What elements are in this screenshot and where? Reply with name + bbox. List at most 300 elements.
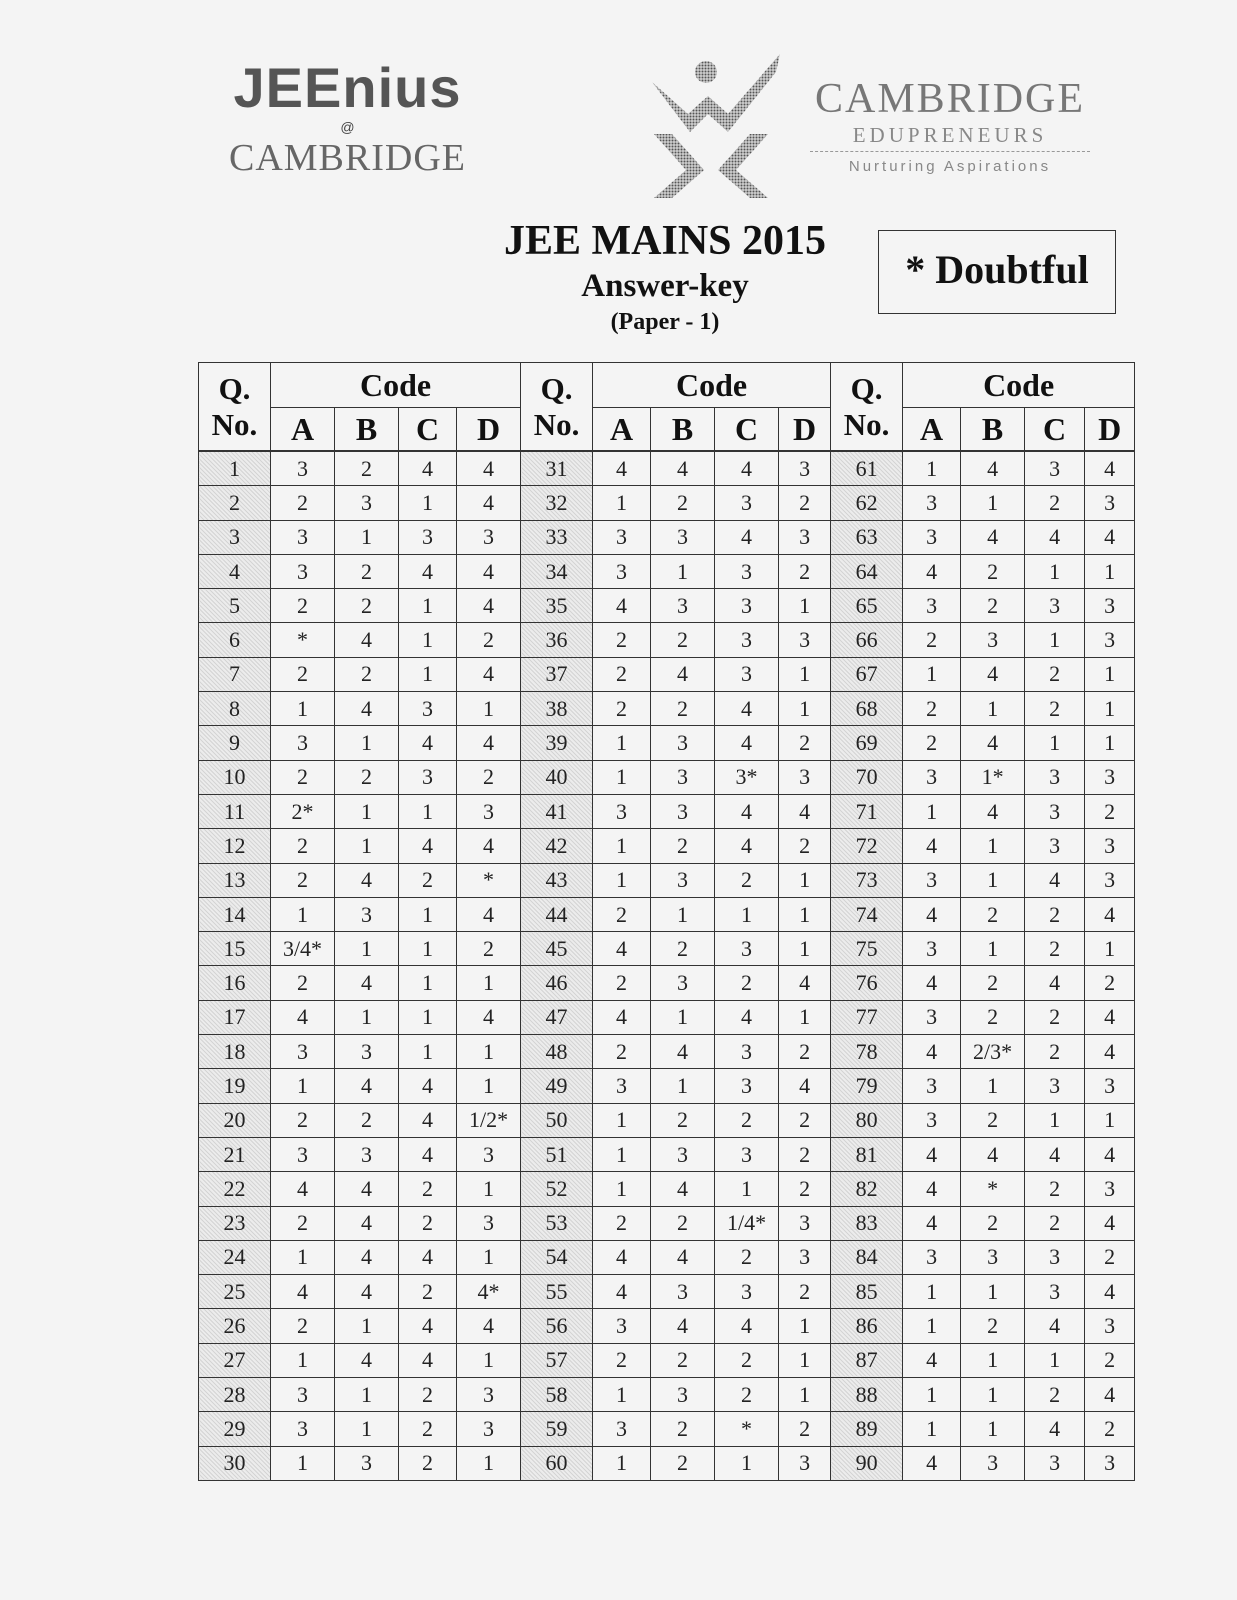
code-c-header: C xyxy=(715,408,779,452)
answer-cell: 3 xyxy=(1025,1275,1085,1309)
answer-cell: 1 xyxy=(651,554,715,588)
answer-cell: 2 xyxy=(271,1309,335,1343)
answer-cell: 1 xyxy=(399,589,457,623)
answer-cell: 4 xyxy=(903,829,961,863)
question-number-cell: 69 xyxy=(831,726,903,760)
table-row xyxy=(199,1446,1135,1480)
table-row xyxy=(199,760,1135,794)
page-subtitle: Answer-key xyxy=(581,268,749,304)
table-row xyxy=(199,726,1135,760)
answer-cell: 4 xyxy=(593,589,651,623)
question-number-cell: 9 xyxy=(199,726,271,760)
answer-cell: 3 xyxy=(779,760,831,794)
answer-cell: 4 xyxy=(715,794,779,828)
answer-cell: 3 xyxy=(1085,486,1135,520)
question-number-cell: 53 xyxy=(521,1206,593,1240)
question-number-cell: 43 xyxy=(521,863,593,897)
answer-cell: 1 xyxy=(651,1069,715,1103)
answer-cell: 1 xyxy=(593,1378,651,1412)
question-number-cell: 37 xyxy=(521,657,593,691)
answer-cell: * xyxy=(457,863,521,897)
answer-cell: 2 xyxy=(1025,1206,1085,1240)
question-number-cell: 26 xyxy=(199,1309,271,1343)
question-number-cell: 71 xyxy=(831,794,903,828)
answer-cell: 4 xyxy=(1085,1035,1135,1069)
question-number-cell: 22 xyxy=(199,1172,271,1206)
answer-cell: 4 xyxy=(457,554,521,588)
answer-cell: 1 xyxy=(271,1069,335,1103)
answer-cell: 4 xyxy=(399,726,457,760)
answer-cell: 3 xyxy=(1085,863,1135,897)
answer-cell: 1 xyxy=(961,692,1025,726)
answer-cell: 1 xyxy=(593,1446,651,1480)
answer-cell: 2 xyxy=(1085,794,1135,828)
answer-cell: 4 xyxy=(903,1137,961,1171)
answer-cell: 4 xyxy=(1085,1275,1135,1309)
answer-cell: 1 xyxy=(779,932,831,966)
code-a-header: A xyxy=(271,408,335,452)
answer-cell: 3 xyxy=(457,1412,521,1446)
question-number-cell: 62 xyxy=(831,486,903,520)
answer-cell: 3 xyxy=(1025,794,1085,828)
answer-cell: 4 xyxy=(399,554,457,588)
answer-cell: 3 xyxy=(651,1137,715,1171)
answer-cell: 2 xyxy=(593,623,651,657)
answer-cell: 3 xyxy=(903,589,961,623)
answer-cell: 2 xyxy=(715,1240,779,1274)
answer-cell: 4 xyxy=(457,897,521,931)
answer-cell: 4 xyxy=(399,1240,457,1274)
answer-cell: 4 xyxy=(961,1137,1025,1171)
answer-cell: 3 xyxy=(593,554,651,588)
answer-cell: 1 xyxy=(271,897,335,931)
answer-cell: 2 xyxy=(399,1172,457,1206)
answer-cell: 1 xyxy=(1025,726,1085,760)
answer-cell: 3 xyxy=(715,932,779,966)
answer-cell: 4 xyxy=(961,726,1025,760)
answer-cell: 3 xyxy=(399,520,457,554)
answer-cell: 4 xyxy=(651,1172,715,1206)
code-a-header: A xyxy=(903,408,961,452)
answer-cell: 2 xyxy=(1025,486,1085,520)
answer-cell: 3 xyxy=(271,1412,335,1446)
answer-cell: 3 xyxy=(651,966,715,1000)
answer-cell: 4 xyxy=(1025,863,1085,897)
answer-cell: 3 xyxy=(593,794,651,828)
answer-cell: 1 xyxy=(903,1309,961,1343)
question-number-cell: 70 xyxy=(831,760,903,794)
answer-cell: 4 xyxy=(335,1206,399,1240)
answer-cell: 4 xyxy=(457,589,521,623)
answer-cell: 1 xyxy=(961,863,1025,897)
answer-cell: 1 xyxy=(593,1137,651,1171)
table-row xyxy=(199,932,1135,966)
question-number-cell: 46 xyxy=(521,966,593,1000)
answer-cell: 2 xyxy=(399,1412,457,1446)
table-row xyxy=(199,1378,1135,1412)
cambridge-figure-logo-icon xyxy=(650,52,785,202)
qno-header: Q. No. xyxy=(831,363,903,452)
answer-cell: 4 xyxy=(335,623,399,657)
question-number-cell: 41 xyxy=(521,794,593,828)
answer-cell: 1 xyxy=(651,897,715,931)
answer-cell: 2 xyxy=(593,1206,651,1240)
answer-cell: 3 xyxy=(903,863,961,897)
answer-cell: 1 xyxy=(593,863,651,897)
answer-cell: 2 xyxy=(961,554,1025,588)
question-number-cell: 64 xyxy=(831,554,903,588)
answer-cell: 3 xyxy=(651,520,715,554)
table-row xyxy=(199,1172,1135,1206)
answer-cell: 4 xyxy=(335,1069,399,1103)
answer-cell: 1 xyxy=(779,657,831,691)
answer-cell: 2 xyxy=(1025,1000,1085,1034)
cambridge-edupreneurs-logo xyxy=(810,76,1090,175)
question-number-cell: 2 xyxy=(199,486,271,520)
answer-cell: 4 xyxy=(457,657,521,691)
answer-cell: 4 xyxy=(715,829,779,863)
answer-cell: 2 xyxy=(399,1446,457,1480)
edupreneurs-text: EDUPRENEURS xyxy=(852,123,1048,147)
answer-cell: 4 xyxy=(961,657,1025,691)
code-c-header: C xyxy=(399,408,457,452)
answer-cell: 1 xyxy=(1025,554,1085,588)
answer-cell: 2 xyxy=(961,897,1025,931)
answer-cell: 1 xyxy=(335,520,399,554)
answer-cell: 3 xyxy=(651,1378,715,1412)
question-number-cell: 33 xyxy=(521,520,593,554)
table-row xyxy=(199,794,1135,828)
answer-cell: 2 xyxy=(1025,1172,1085,1206)
answer-cell: 2 xyxy=(1085,1240,1135,1274)
answer-cell: 3 xyxy=(903,760,961,794)
answer-cell: 2 xyxy=(271,657,335,691)
question-number-cell: 17 xyxy=(199,1000,271,1034)
answer-cell: 4 xyxy=(1025,1412,1085,1446)
question-number-cell: 86 xyxy=(831,1309,903,1343)
question-number-cell: 42 xyxy=(521,829,593,863)
answer-cell: 3 xyxy=(1025,829,1085,863)
answer-cell: 3 xyxy=(1025,1240,1085,1274)
answer-cell: 2 xyxy=(271,829,335,863)
answer-cell: 4 xyxy=(593,1240,651,1274)
answer-cell: 2 xyxy=(651,692,715,726)
answer-cell: * xyxy=(271,623,335,657)
answer-cell: 1 xyxy=(457,1035,521,1069)
table-row xyxy=(199,520,1135,554)
answer-cell: 2 xyxy=(1085,1343,1135,1377)
question-number-cell: 8 xyxy=(199,692,271,726)
question-number-cell: 81 xyxy=(831,1137,903,1171)
header-row xyxy=(199,363,1135,408)
question-number-cell: 18 xyxy=(199,1035,271,1069)
question-number-cell: 54 xyxy=(521,1240,593,1274)
answer-cell: 2 xyxy=(779,1103,831,1137)
answer-cell: 4 xyxy=(651,1035,715,1069)
answer-cell: 3 xyxy=(457,1206,521,1240)
question-number-cell: 61 xyxy=(831,451,903,486)
answer-cell: 3 xyxy=(1085,623,1135,657)
answer-cell: 3 xyxy=(651,1275,715,1309)
answer-cell: 4 xyxy=(1085,520,1135,554)
code-header: Code xyxy=(593,363,831,408)
answer-cell: 3 xyxy=(651,863,715,897)
answer-cell: 1 xyxy=(271,1343,335,1377)
answer-cell: 4 xyxy=(903,1343,961,1377)
question-number-cell: 24 xyxy=(199,1240,271,1274)
question-number-cell: 78 xyxy=(831,1035,903,1069)
answer-cell: 1 xyxy=(1025,1343,1085,1377)
answer-cell: 2 xyxy=(715,1343,779,1377)
answer-cell: 3 xyxy=(715,589,779,623)
question-number-cell: 36 xyxy=(521,623,593,657)
answer-cell: 2 xyxy=(593,692,651,726)
question-number-cell: 11 xyxy=(199,794,271,828)
answer-cell: 2 xyxy=(593,1035,651,1069)
answer-cell: 1 xyxy=(779,863,831,897)
answer-cell: 1 xyxy=(715,897,779,931)
code-d-header: D xyxy=(457,408,521,452)
code-letters-row xyxy=(199,408,1135,452)
table-row xyxy=(199,863,1135,897)
answer-cell: 4 xyxy=(1025,1309,1085,1343)
answer-cell: 3 xyxy=(961,1240,1025,1274)
answer-cell: 1 xyxy=(399,932,457,966)
answer-cell: 1 xyxy=(593,486,651,520)
answer-cell: 1 xyxy=(335,829,399,863)
answer-cell: 4 xyxy=(271,1172,335,1206)
answer-cell: 3 xyxy=(1085,1446,1135,1480)
answer-cell: 3 xyxy=(651,794,715,828)
answer-cell: 1 xyxy=(715,1446,779,1480)
question-number-cell: 15 xyxy=(199,932,271,966)
answer-cell: 2 xyxy=(1085,966,1135,1000)
answer-cell: 4 xyxy=(903,897,961,931)
answer-cell: 1 xyxy=(961,829,1025,863)
answer-cell: 3 xyxy=(335,1137,399,1171)
answer-cell: 1 xyxy=(457,1240,521,1274)
answer-cell: 4 xyxy=(335,1343,399,1377)
answer-cell: 3 xyxy=(715,1069,779,1103)
answer-cell: 1 xyxy=(961,486,1025,520)
answer-cell: 3 xyxy=(903,520,961,554)
answer-cell: 2 xyxy=(1025,1378,1085,1412)
answer-cell: 1 xyxy=(335,932,399,966)
answer-cell: 4 xyxy=(335,692,399,726)
question-number-cell: 77 xyxy=(831,1000,903,1034)
answer-cell: 4 xyxy=(399,1343,457,1377)
answer-cell: 3 xyxy=(903,932,961,966)
question-number-cell: 12 xyxy=(199,829,271,863)
answer-cell: 2 xyxy=(779,829,831,863)
answer-cell: 2 xyxy=(779,1137,831,1171)
answer-cell: 1 xyxy=(779,1378,831,1412)
table-row xyxy=(199,451,1135,486)
answer-cell: 3 xyxy=(1085,760,1135,794)
question-number-cell: 25 xyxy=(199,1275,271,1309)
question-number-cell: 52 xyxy=(521,1172,593,1206)
question-number-cell: 50 xyxy=(521,1103,593,1137)
answer-cell: 3 xyxy=(335,486,399,520)
question-number-cell: 55 xyxy=(521,1275,593,1309)
answer-cell: 4 xyxy=(903,554,961,588)
answer-cell: 3 xyxy=(651,726,715,760)
table-row xyxy=(199,1309,1135,1343)
page-title: JEE MAINS 2015 xyxy=(503,218,827,264)
answer-cell: 4 xyxy=(399,1137,457,1171)
answer-cell: 4 xyxy=(335,863,399,897)
answer-cell: 3 xyxy=(1025,760,1085,794)
answer-cell: 3 xyxy=(399,760,457,794)
answer-cell: 3 xyxy=(335,1446,399,1480)
answer-cell: 4 xyxy=(715,1309,779,1343)
question-number-cell: 48 xyxy=(521,1035,593,1069)
answer-cell: 2 xyxy=(271,589,335,623)
answer-cell: 2 xyxy=(593,1343,651,1377)
question-number-cell: 14 xyxy=(199,897,271,931)
answer-cell: 1 xyxy=(457,1172,521,1206)
question-number-cell: 88 xyxy=(831,1378,903,1412)
answer-cell: 3 xyxy=(1025,1446,1085,1480)
answer-cell: 4 xyxy=(457,1000,521,1034)
answer-cell: 1 xyxy=(1085,554,1135,588)
question-number-cell: 3 xyxy=(199,520,271,554)
question-number-cell: 16 xyxy=(199,966,271,1000)
answer-cell: 2 xyxy=(1025,657,1085,691)
answer-cell: 4 xyxy=(903,1206,961,1240)
answer-cell: 2 xyxy=(457,932,521,966)
answer-cell: 1 xyxy=(903,1378,961,1412)
answer-cell: 3 xyxy=(715,1035,779,1069)
answer-cell: 3* xyxy=(715,760,779,794)
answer-cell: 3 xyxy=(779,520,831,554)
answer-cell: 2 xyxy=(961,589,1025,623)
answer-cell: 1 xyxy=(457,1446,521,1480)
table-row xyxy=(199,1412,1135,1446)
answer-cell: 2 xyxy=(399,1378,457,1412)
answer-cell: 1 xyxy=(335,1412,399,1446)
answer-cell: 3 xyxy=(903,1069,961,1103)
answer-cell: 4 xyxy=(593,1000,651,1034)
answer-cell: 4 xyxy=(457,829,521,863)
answer-cell: 1 xyxy=(961,1069,1025,1103)
answer-cell: 3 xyxy=(1025,1069,1085,1103)
answer-cell: 3 xyxy=(961,623,1025,657)
question-number-cell: 58 xyxy=(521,1378,593,1412)
answer-cell: 3 xyxy=(271,451,335,486)
answer-cell: 4 xyxy=(1085,1137,1135,1171)
answer-cell: 1 xyxy=(457,692,521,726)
answer-cell: 1 xyxy=(715,1172,779,1206)
answer-cell: 1/2* xyxy=(457,1103,521,1137)
answer-cell: 1 xyxy=(457,1069,521,1103)
question-number-cell: 27 xyxy=(199,1343,271,1377)
question-number-cell: 73 xyxy=(831,863,903,897)
answer-cell: 2 xyxy=(651,1206,715,1240)
answer-cell: 3 xyxy=(1085,589,1135,623)
answer-cell: 2 xyxy=(593,657,651,691)
answer-cell: 4 xyxy=(779,966,831,1000)
answer-cell: 2 xyxy=(335,554,399,588)
code-b-header: B xyxy=(961,408,1025,452)
answer-cell: 3 xyxy=(457,520,521,554)
doubtful-legend: * Doubtful xyxy=(878,230,1116,314)
question-number-cell: 59 xyxy=(521,1412,593,1446)
answer-cell: 3 xyxy=(779,623,831,657)
code-b-header: B xyxy=(335,408,399,452)
answer-cell: 4 xyxy=(715,726,779,760)
answer-cell: 3 xyxy=(651,589,715,623)
answer-cell: 1 xyxy=(1025,623,1085,657)
question-number-cell: 1 xyxy=(199,451,271,486)
answer-cell: 1 xyxy=(399,486,457,520)
answer-cell: 4 xyxy=(399,1309,457,1343)
answer-cell: 3 xyxy=(903,1000,961,1034)
answer-cell: 1 xyxy=(399,623,457,657)
answer-cell: 4 xyxy=(335,1240,399,1274)
code-b-header: B xyxy=(651,408,715,452)
answer-cell: 2 xyxy=(651,1343,715,1377)
answer-cell: 2 xyxy=(399,1206,457,1240)
answer-cell: 1 xyxy=(961,1343,1025,1377)
logo-tagline: Nurturing Aspirations xyxy=(848,158,1052,175)
table-row xyxy=(199,1240,1135,1274)
table-row xyxy=(199,486,1135,520)
answer-cell: 1 xyxy=(903,794,961,828)
answer-cell: 3 xyxy=(715,554,779,588)
answer-cell: 1 xyxy=(1085,726,1135,760)
answer-cell: 1 xyxy=(271,692,335,726)
answer-cell: 1 xyxy=(779,1000,831,1034)
jeenius-logo-cambridge: CAMBRIDGE xyxy=(228,137,467,179)
answer-cell: 1 xyxy=(593,1103,651,1137)
qno-header: Q. No. xyxy=(199,363,271,452)
code-d-header: D xyxy=(779,408,831,452)
answer-cell: 3 xyxy=(961,1446,1025,1480)
answer-cell: 2 xyxy=(779,726,831,760)
answer-cell: 2 xyxy=(271,486,335,520)
answer-cell: 1 xyxy=(335,1000,399,1034)
answer-cell: 4 xyxy=(399,451,457,486)
answer-cell: 1 xyxy=(271,1446,335,1480)
table-row xyxy=(199,657,1135,691)
question-number-cell: 35 xyxy=(521,589,593,623)
table-row xyxy=(199,1343,1135,1377)
answer-cell: 4 xyxy=(1085,451,1135,486)
answer-cell: 1 xyxy=(335,1378,399,1412)
question-number-cell: 39 xyxy=(521,726,593,760)
answer-cell: 1 xyxy=(903,451,961,486)
answer-cell: 3 xyxy=(715,1137,779,1171)
question-number-cell: 40 xyxy=(521,760,593,794)
answer-cell: 2 xyxy=(779,486,831,520)
answer-cell: 1 xyxy=(779,692,831,726)
question-number-cell: 5 xyxy=(199,589,271,623)
paper-label: (Paper - 1) xyxy=(610,309,720,335)
answer-cell: 2 xyxy=(961,1206,1025,1240)
answer-cell: 4 xyxy=(651,1240,715,1274)
answer-cell: 4 xyxy=(961,520,1025,554)
answer-cell: 1 xyxy=(1085,692,1135,726)
table-row xyxy=(199,1103,1135,1137)
answer-cell: 3 xyxy=(779,451,831,486)
answer-cell: 4 xyxy=(457,726,521,760)
table-row xyxy=(199,1206,1135,1240)
question-number-cell: 76 xyxy=(831,966,903,1000)
question-number-cell: 38 xyxy=(521,692,593,726)
answer-cell: 3 xyxy=(271,520,335,554)
answer-cell: 1 xyxy=(1085,657,1135,691)
